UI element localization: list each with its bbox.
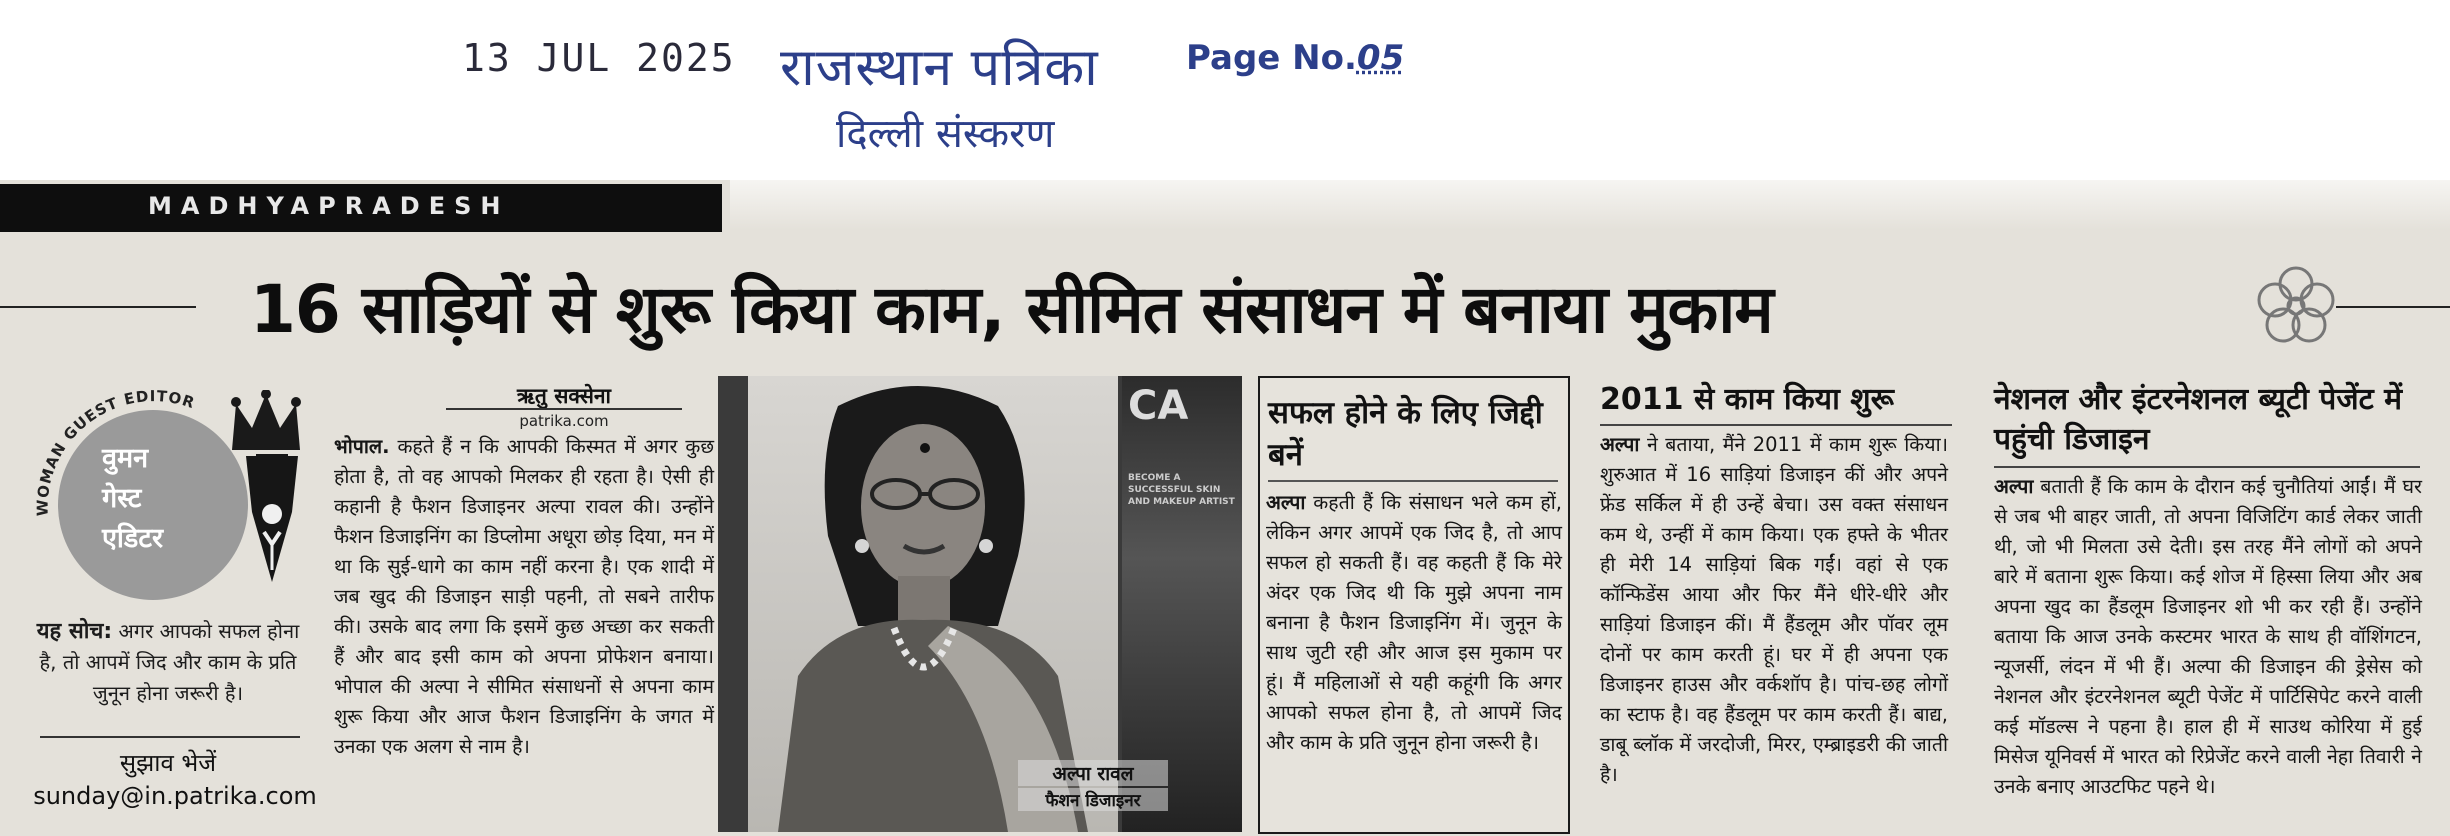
stamp-page-label: Page No. [1186,38,1357,78]
article-column-1 [334,432,714,762]
byline-source: patrika.com [519,412,609,430]
column-2-lead: अल्पा [1266,491,1306,514]
sidebar-quote-lead: यह सोच: [36,619,113,644]
column-3-heading: 2011 से काम किया शुरू [1600,382,1894,417]
photo-caption-name: अल्पा रावल [1018,760,1168,786]
clipping-edge [730,180,2450,230]
flower-icon [2252,262,2340,350]
byline-divider [446,408,682,410]
sidebar-quote [26,616,310,709]
badge-line-1: वुमन [102,443,149,474]
suggest-label: सुझाव भेजें [119,749,217,777]
column-4-divider [1994,466,2420,468]
badge-line-2: गेस्ट [102,483,142,514]
column-3-text: ने बताया, मैंने 2011 में काम शुरू किया। शुरुआत में 16 साड़ियां डिजाइन कीं और अपने फ्रेंड सर्किल में ही उन्हें बेचा। उस वक्त संसाधन कम थे, उन्हीं में काम किया। एक हफ्ते के भीतर ही मेरी 14 साड़ियां बिक गईं। वहां से एक कॉन्फिडेंस आया और फिर मैंने धीरे-धीरे और साड़ियां डिजाइन कीं। मैं हैंडलूम और पॉवर लूम दोनों पर काम करती हूं। घर में ही अपना एक डिजाइनर हाउस और वर्कशॉप है। पांच-छह लोगों का स्टाफ है। वह हैंडलूम पर काम करती हैं। बाद्य, डाबू ब्लॉक में जरदोजी, मिरर, एम्ब्राइडरी की जाती है। [1600,433,1949,786]
column-3-lead: अल्पा [1600,433,1640,456]
crown-icon [226,390,306,460]
suggest-email: sunday@in.patrika.com [33,782,317,810]
headline: 16 साड़ियों से शुरू किया काम, सीमित संसाधन में बनाया मुकाम [250,271,1773,348]
poster-tagline: BECOME A SUCCESSFUL SKIN AND MAKEUP ARTIST [1128,473,1235,507]
sidebar-divider [40,736,300,738]
stamp-page [1186,38,1404,78]
sidebar-quote-text: अगर आपको सफल होना है, तो आपमें जिद और काम के प्रति जुनून होना जरूरी है। [39,619,300,705]
article-column-4 [1994,472,2422,802]
headline-rule-right [2336,306,2450,308]
stamp-edition: दिल्ली संस्करण [836,111,1055,157]
column-2-text: कहती हैं कि संसाधन भले कम हों, लेकिन अगर आपमें एक जिद है, तो आप सफल हो सकती हैं। वह कहती हैं कि मेरे अंदर एक जिद थी कि मुझे अपना नाम बनाना है फैशन डिजाइनिंग में। जुनून के साथ जुटी रही और आज इस मुकाम पर हूं। मैं महिलाओं से यही कहूंगी कि अगर आपको सफल होना है, तो आपमें जिद और काम के प्रति जुनून होना जरूरी है। [1266,491,1562,754]
stamp-newspaper-name: राजस्थान पत्रिका [780,38,1099,98]
photo-caption-role: फैशन डिजाइनर [1018,788,1168,811]
column-4-text: बताती हैं कि काम के दौरान कई चुनौतियां आईं। मैं घर से जब भी बाहर जाती, तो अपना विजिटिंग कार्ड लेकर जाती थी, जो भी मिलता उसे देती। इस तरह मैंने लोगों को अपने बारे में बताना शुरू किया। कई शोज में हिस्सा लिया और अब अपना खुद का हैंडलूम डिजाइनर शो भी कर रही हैं। उन्होंने बताया कि आज उनके कस्टमर भारत के साथ ही वॉशिंगटन, न्यूजर्सी, लंदन में भी हैं। अल्पा की डिजाइन की ड्रेसेस को नेशनल और इंटरनेशनल ब्यूटी पेजेंट में पार्टिसिपेट करने वाली कई मॉडल्स ने पहना है। हाल ही में साउथ कोरिया में हुई मिसेज यूनिवर्स में भारत को रिप्रेजेंट करने वाली नेहा तिवारी ने उनके बनाए आउटफिट पहने थे। [1994,475,2422,798]
article-column-3 [1600,430,1948,790]
column-2-divider [1268,480,1558,482]
badge-line-3: एडिटर [102,523,164,554]
byline-author: ऋतु सक्सेना [517,384,611,408]
pen-nib-icon [232,452,312,592]
badge-arc-label: WOMAN GUEST EDITOR [33,387,198,517]
column-4-lead: अल्पा [1994,475,2034,498]
poster-title: CA [1128,383,1189,429]
article-column-2 [1266,488,1562,758]
column-2-heading: सफल होने के लिए जिद्दी बनें [1268,395,1543,473]
headline-rule-left [0,306,196,308]
column-4-heading: नेशनल और इंटरनेशनल ब्यूटी पेजेंट में पहुंची डिजाइन [1994,382,2403,457]
section-label: MADHYAPRADESH [148,192,510,220]
designer-photo [718,376,1242,832]
column-1-dateline: भोपाल. [334,435,390,458]
stamp-page-number: 05 [1356,38,1405,78]
stamp-date: 13 JUL 2025 [462,36,736,80]
column-3-divider [1600,424,1952,426]
section-bar [0,184,722,232]
column-1-text: कहते हैं न कि आपकी किस्मत में अगर कुछ होता है, तो वह आपको मिलकर ही रहता है। ऐसी ही कहानी है फैशन डिजाइनर अल्पा रावल की। उन्होंने फैशन डिजाइनिंग का डिप्लोमा अधूरा छोड़ दिया, मन में था कि सुई-धागे का काम नहीं करना है। एक शादी में जब खुद की डिजाइन साड़ी पहनी, तो सबने तारीफ की। उसके बाद लगा कि इसमें कुछ अच्छा कर सकती हैं और बाद इसी काम को अपना प्रोफेशन बनाया। भोपाल की अल्पा ने सीमित संसाधनों से अपना काम शुरू किया और आज फैशन डिजाइनिंग के जगत में उनका एक अलग से नाम है। [334,435,714,758]
woman-guest-editor-badge [24,376,324,616]
